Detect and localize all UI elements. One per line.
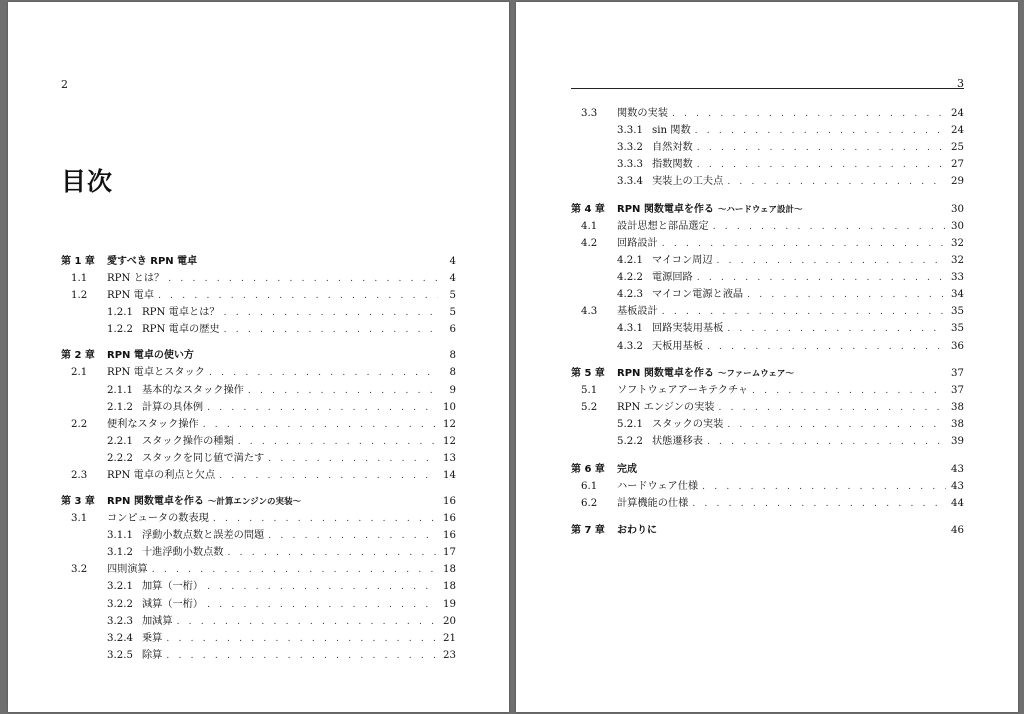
toc-entry-title: RPN エンジンの実装 bbox=[617, 402, 715, 413]
toc-section-row[interactable] bbox=[581, 496, 964, 511]
toc-subsection-row[interactable] bbox=[617, 339, 964, 354]
toc-dot-leader bbox=[752, 384, 946, 399]
toc-entry-number: 4.3.1 bbox=[617, 323, 643, 334]
toc-section-row[interactable] bbox=[581, 304, 964, 319]
toc-chapter-row[interactable] bbox=[571, 366, 964, 381]
toc-entry-title: RPN 関数電卓を作る bbox=[617, 368, 714, 379]
toc-heading: 目次 bbox=[61, 167, 114, 196]
toc-dot-leader bbox=[697, 141, 946, 156]
toc-entry-number: 3.3.3 bbox=[617, 159, 643, 170]
toc-entry-number: 4.2.2 bbox=[617, 272, 643, 283]
toc-entry-number: 3.3.1 bbox=[617, 125, 643, 136]
toc-entry-title: 計算の具体例 bbox=[142, 402, 204, 413]
toc-subsection-row[interactable] bbox=[617, 434, 964, 449]
toc-entry-title: ハードウェア仕様 bbox=[617, 481, 699, 492]
toc-dot-leader bbox=[224, 306, 438, 321]
toc-entry-title: 愛すべき RPN 電卓 bbox=[107, 256, 198, 267]
toc-page-number: 16 bbox=[443, 513, 456, 524]
toc-page-number: 18 bbox=[443, 581, 456, 592]
toc-page-number: 34 bbox=[951, 289, 964, 300]
toc-entry-title: スタックの実装 bbox=[652, 419, 724, 430]
toc-dot-leader bbox=[718, 401, 946, 416]
toc-entry-title: 基板設計 bbox=[617, 306, 658, 317]
toc-entry-title: 電源回路 bbox=[652, 272, 693, 283]
toc-page-number: 13 bbox=[443, 453, 456, 464]
toc-section-row[interactable] bbox=[71, 288, 456, 303]
toc-dot-leader bbox=[213, 512, 438, 527]
toc-subsection-row[interactable] bbox=[617, 270, 964, 285]
toc-entry-title: 天板用基板 bbox=[652, 341, 703, 352]
toc-page-number: 17 bbox=[443, 547, 456, 558]
toc-entry-title: 四則演算 bbox=[107, 564, 148, 575]
toc-entry-title: 完成 bbox=[617, 464, 637, 475]
toc-dot-leader bbox=[662, 237, 946, 252]
toc-dot-leader bbox=[203, 418, 438, 433]
toc-dot-leader bbox=[727, 175, 946, 190]
toc-page-number: 23 bbox=[443, 650, 456, 661]
toc-page-number: 25 bbox=[951, 142, 964, 153]
toc-subsection-row[interactable] bbox=[107, 614, 456, 629]
toc-dot-leader bbox=[209, 366, 438, 381]
toc-entry-title: RPN 電卓の歴史 bbox=[142, 324, 220, 335]
toc-dot-leader bbox=[727, 322, 946, 337]
toc-entry-subtitle: 〜ファームウェア〜 bbox=[717, 369, 794, 379]
page-number: 3 bbox=[957, 77, 964, 90]
toc-entry-title: 加算（一桁） bbox=[142, 581, 204, 592]
toc-entry-number: 5.2.1 bbox=[617, 419, 643, 430]
toc-entry-number: 1.1 bbox=[71, 273, 88, 284]
toc-entry-subtitle: 〜ハードウェア設計〜 bbox=[717, 205, 803, 215]
toc-chapter-row[interactable] bbox=[61, 348, 456, 363]
toc-entry-number: 4.3.2 bbox=[617, 341, 643, 352]
toc-page-number: 35 bbox=[951, 306, 964, 317]
toc-entry-number: 第 3 章 bbox=[61, 496, 95, 507]
toc-subsection-row[interactable] bbox=[617, 417, 964, 432]
toc-chapter-row[interactable] bbox=[61, 494, 456, 509]
toc-entry-title: RPN 電卓とスタック bbox=[107, 367, 205, 378]
toc-entry-title: RPN 関数電卓を作る bbox=[107, 496, 204, 507]
toc-chapter-row[interactable] bbox=[571, 523, 964, 538]
toc-section-row[interactable] bbox=[71, 271, 456, 286]
toc-dot-leader bbox=[727, 418, 946, 433]
toc-entry-number: 3.2.1 bbox=[107, 581, 133, 592]
toc-subsection-row[interactable] bbox=[107, 305, 456, 320]
toc-entry-title: 浮動小数点数と誤差の問題 bbox=[142, 530, 265, 541]
toc-entry-title: 除算 bbox=[142, 650, 163, 661]
toc-entry-title: 回路設計 bbox=[617, 238, 658, 249]
toc-dot-leader bbox=[268, 452, 438, 467]
toc-entry-number: 1.2 bbox=[71, 290, 88, 301]
toc-section-row[interactable] bbox=[71, 365, 456, 380]
toc-dot-leader bbox=[672, 107, 946, 122]
toc-page-number: 36 bbox=[951, 341, 964, 352]
toc-dot-leader bbox=[158, 289, 438, 304]
toc-dot-leader bbox=[707, 340, 946, 355]
toc-entry-title: sin 関数 bbox=[652, 125, 691, 136]
toc-page-number: 5 bbox=[449, 290, 456, 301]
toc-entry-title: RPN 電卓 bbox=[107, 290, 155, 301]
toc-section-row[interactable] bbox=[581, 400, 964, 415]
toc-entry-title: 基本的なスタック操作 bbox=[142, 385, 244, 396]
toc-subsection-row[interactable] bbox=[107, 579, 456, 594]
toc-entry-title: 実装上の工夫点 bbox=[652, 176, 724, 187]
toc-dot-leader bbox=[662, 305, 946, 320]
toc-entry-number: 第 1 章 bbox=[61, 256, 95, 267]
toc-entry-number: 6.2 bbox=[581, 498, 598, 509]
toc-dot-leader bbox=[697, 271, 946, 286]
toc-entry-number: 2.1 bbox=[71, 367, 88, 378]
toc-page-number: 30 bbox=[951, 221, 964, 232]
toc-page-number: 27 bbox=[951, 159, 964, 170]
toc-section-row[interactable] bbox=[581, 106, 964, 121]
toc-page-number: 39 bbox=[951, 436, 964, 447]
toc-entry-title: スタックを同じ値で満たす bbox=[142, 453, 265, 464]
toc-page-number: 9 bbox=[449, 385, 456, 396]
toc-entry-title: 状態遷移表 bbox=[652, 436, 703, 447]
toc-page-number: 16 bbox=[443, 530, 456, 541]
toc-page-number: 32 bbox=[951, 255, 964, 266]
toc-page-number: 21 bbox=[443, 633, 456, 644]
toc-chapter-row[interactable] bbox=[61, 254, 456, 269]
toc-entry-number: 3.3 bbox=[581, 108, 598, 119]
left-page bbox=[8, 2, 509, 712]
toc-subsection-row[interactable] bbox=[107, 528, 456, 543]
toc-dot-leader bbox=[207, 580, 438, 595]
toc-page-number: 12 bbox=[443, 419, 456, 430]
toc-page-number: 38 bbox=[951, 402, 964, 413]
toc-page-number: 24 bbox=[951, 108, 964, 119]
toc-entry-title: スタック操作の種類 bbox=[142, 436, 234, 447]
toc-dot-leader bbox=[692, 497, 946, 512]
toc-subsection-row[interactable] bbox=[617, 253, 964, 268]
toc-entry-number: 3.1 bbox=[71, 513, 88, 524]
toc-entry-title: 減算（一桁） bbox=[142, 599, 204, 610]
toc-entry-title: マイコン周辺 bbox=[652, 255, 713, 266]
toc-chapter-row[interactable] bbox=[571, 462, 964, 477]
toc-subsection-row[interactable] bbox=[107, 451, 456, 466]
toc-section-row[interactable] bbox=[71, 468, 456, 483]
toc-entry-number: 1.2.2 bbox=[107, 324, 133, 335]
toc-entry-number: 5.2 bbox=[581, 402, 598, 413]
toc-dot-leader bbox=[238, 435, 438, 450]
toc-entry-title: おわりに bbox=[617, 525, 657, 536]
toc-entry-number: 第 7 章 bbox=[571, 525, 605, 536]
toc-entry-number: 3.1.1 bbox=[107, 530, 133, 541]
toc-entry-number: 2.3 bbox=[71, 470, 88, 481]
toc-dot-leader bbox=[697, 158, 946, 173]
toc-subsection-row[interactable] bbox=[617, 123, 964, 138]
toc-entry-number: 2.2 bbox=[71, 419, 88, 430]
toc-section-row[interactable] bbox=[581, 479, 964, 494]
toc-entry-number: 3.2.2 bbox=[107, 599, 133, 610]
toc-page-number: 18 bbox=[443, 564, 456, 575]
toc-subsection-row[interactable] bbox=[617, 174, 964, 189]
toc-dot-leader bbox=[695, 124, 946, 139]
toc-page-number: 43 bbox=[951, 464, 964, 475]
toc-page-number: 10 bbox=[443, 402, 456, 413]
toc-page-number: 30 bbox=[951, 204, 964, 215]
toc-page-number: 35 bbox=[951, 323, 964, 334]
header-rule bbox=[571, 88, 964, 89]
toc-entry-title: 加減算 bbox=[142, 616, 173, 627]
toc-chapter-row[interactable] bbox=[571, 202, 964, 217]
toc-entry-number: 1.2.1 bbox=[107, 307, 133, 318]
toc-entry-number: 3.3.4 bbox=[617, 176, 643, 187]
toc-page-number: 8 bbox=[449, 367, 456, 378]
toc-page-number: 8 bbox=[449, 350, 456, 361]
toc-page-number: 20 bbox=[443, 616, 456, 627]
toc-subsection-row[interactable] bbox=[617, 140, 964, 155]
toc-entry-title: 設計思想と部品選定 bbox=[617, 221, 709, 232]
toc-section-row[interactable] bbox=[71, 417, 456, 432]
toc-entry-number: 5.1 bbox=[581, 385, 598, 396]
toc-entry-title: RPN 電卓の利点と欠点 bbox=[107, 470, 216, 481]
toc-page-number: 5 bbox=[449, 307, 456, 318]
toc-dot-leader bbox=[166, 632, 438, 647]
toc-page-number: 33 bbox=[951, 272, 964, 283]
toc-entry-number: 4.2.1 bbox=[617, 255, 643, 266]
toc-subsection-row[interactable] bbox=[107, 400, 456, 415]
toc-dot-leader bbox=[166, 649, 438, 664]
toc-subsection-row[interactable] bbox=[617, 321, 964, 336]
toc-entry-number: 第 6 章 bbox=[571, 464, 605, 475]
toc-dot-leader bbox=[702, 480, 946, 495]
toc-subsection-row[interactable] bbox=[107, 597, 456, 612]
toc-entry-number: 3.3.2 bbox=[617, 142, 643, 153]
toc-page-number: 46 bbox=[951, 525, 964, 536]
toc-page-number: 37 bbox=[951, 385, 964, 396]
toc-subsection-row[interactable] bbox=[617, 157, 964, 172]
toc-dot-leader bbox=[152, 563, 438, 578]
toc-entry-number: 2.1.1 bbox=[107, 385, 133, 396]
toc-dot-leader bbox=[207, 401, 438, 416]
toc-dot-leader bbox=[248, 384, 438, 399]
toc-entry-title: 自然対数 bbox=[652, 142, 693, 153]
toc-entry-title: マイコン電源と液晶 bbox=[652, 289, 744, 300]
toc-entry-title: 関数の実装 bbox=[617, 108, 668, 119]
toc-dot-leader bbox=[207, 598, 438, 613]
toc-section-row[interactable] bbox=[581, 383, 964, 398]
toc-entry-number: 3.2.4 bbox=[107, 633, 133, 644]
toc-entry-number: 4.3 bbox=[581, 306, 598, 317]
toc-page-number: 4 bbox=[449, 273, 456, 284]
toc-section-row[interactable] bbox=[581, 236, 964, 251]
toc-page-number: 4 bbox=[449, 256, 456, 267]
toc-entry-subtitle: 〜計算エンジンの実装〜 bbox=[207, 497, 301, 507]
toc-page-number: 12 bbox=[443, 436, 456, 447]
toc-entry-number: 3.2.5 bbox=[107, 650, 133, 661]
toc-dot-leader bbox=[177, 615, 438, 630]
toc-entry-number: 5.2.2 bbox=[617, 436, 643, 447]
toc-dot-leader bbox=[747, 288, 946, 303]
toc-entry-title: 計算機能の仕様 bbox=[617, 498, 689, 509]
toc-subsection-row[interactable] bbox=[107, 322, 456, 337]
toc-entry-number: 3.2 bbox=[71, 564, 88, 575]
toc-dot-leader bbox=[168, 272, 438, 287]
toc-entry-number: 2.2.2 bbox=[107, 453, 133, 464]
toc-subsection-row[interactable] bbox=[107, 383, 456, 398]
toc-entry-title: RPN とは？ bbox=[107, 273, 165, 284]
toc-page-number: 43 bbox=[951, 481, 964, 492]
toc-entry-title: 乗算 bbox=[142, 633, 163, 644]
toc-dot-leader bbox=[268, 529, 438, 544]
toc-section-row[interactable] bbox=[581, 219, 964, 234]
toc-dot-leader bbox=[707, 435, 946, 450]
toc-subsection-row[interactable] bbox=[617, 287, 964, 302]
toc-page-number: 19 bbox=[443, 599, 456, 610]
toc-dot-leader bbox=[224, 323, 438, 338]
toc-page-number: 37 bbox=[951, 368, 964, 379]
toc-page-number: 29 bbox=[951, 176, 964, 187]
toc-dot-leader bbox=[717, 254, 946, 269]
toc-page-number: 44 bbox=[951, 498, 964, 509]
toc-entry-number: 4.2.3 bbox=[617, 289, 643, 300]
toc-page-number: 38 bbox=[951, 419, 964, 430]
toc-entry-title: 指数関数 bbox=[652, 159, 693, 170]
toc-entry-title: RPN 電卓の使い方 bbox=[107, 350, 194, 361]
toc-dot-leader bbox=[713, 220, 946, 235]
toc-entry-title: コンピュータの数表現 bbox=[107, 513, 209, 524]
toc-dot-leader bbox=[228, 546, 439, 561]
right-page bbox=[516, 2, 1018, 712]
toc-entry-number: 6.1 bbox=[581, 481, 598, 492]
toc-page-number: 14 bbox=[443, 470, 456, 481]
toc-subsection-row[interactable] bbox=[107, 545, 456, 560]
toc-entry-number: 3.2.3 bbox=[107, 616, 133, 627]
toc-entry-title: 回路実装用基板 bbox=[652, 323, 724, 334]
toc-section-row[interactable] bbox=[71, 511, 456, 526]
toc-entry-number: 第 4 章 bbox=[571, 204, 605, 215]
toc-entry-title: 便利なスタック操作 bbox=[107, 419, 199, 430]
toc-entry-number: 4.2 bbox=[581, 238, 598, 249]
toc-subsection-row[interactable] bbox=[107, 648, 456, 663]
toc-entry-number: 第 5 章 bbox=[571, 368, 605, 379]
toc-section-row[interactable] bbox=[71, 562, 456, 577]
toc-entry-title: RPN 電卓とは？ bbox=[142, 307, 220, 318]
toc-subsection-row[interactable] bbox=[107, 631, 456, 646]
page-number: 2 bbox=[61, 78, 68, 91]
toc-page-number: 16 bbox=[443, 496, 456, 507]
toc-entry-number: 2.1.2 bbox=[107, 402, 133, 413]
toc-entry-number: 2.2.1 bbox=[107, 436, 133, 447]
toc-entry-number: 第 2 章 bbox=[61, 350, 95, 361]
toc-entry-title: 十進浮動小数点数 bbox=[142, 547, 224, 558]
toc-dot-leader bbox=[219, 469, 438, 484]
toc-subsection-row[interactable] bbox=[107, 434, 456, 449]
toc-page-number: 6 bbox=[449, 324, 456, 335]
toc-entry-title: ソフトウェアアーキテクチャ bbox=[617, 385, 749, 396]
toc-entry-number: 4.1 bbox=[581, 221, 598, 232]
toc-page-number: 32 bbox=[951, 238, 964, 249]
toc-page-number: 24 bbox=[951, 125, 964, 136]
toc-entry-title: RPN 関数電卓を作る bbox=[617, 204, 714, 215]
toc-entry-number: 3.1.2 bbox=[107, 547, 133, 558]
